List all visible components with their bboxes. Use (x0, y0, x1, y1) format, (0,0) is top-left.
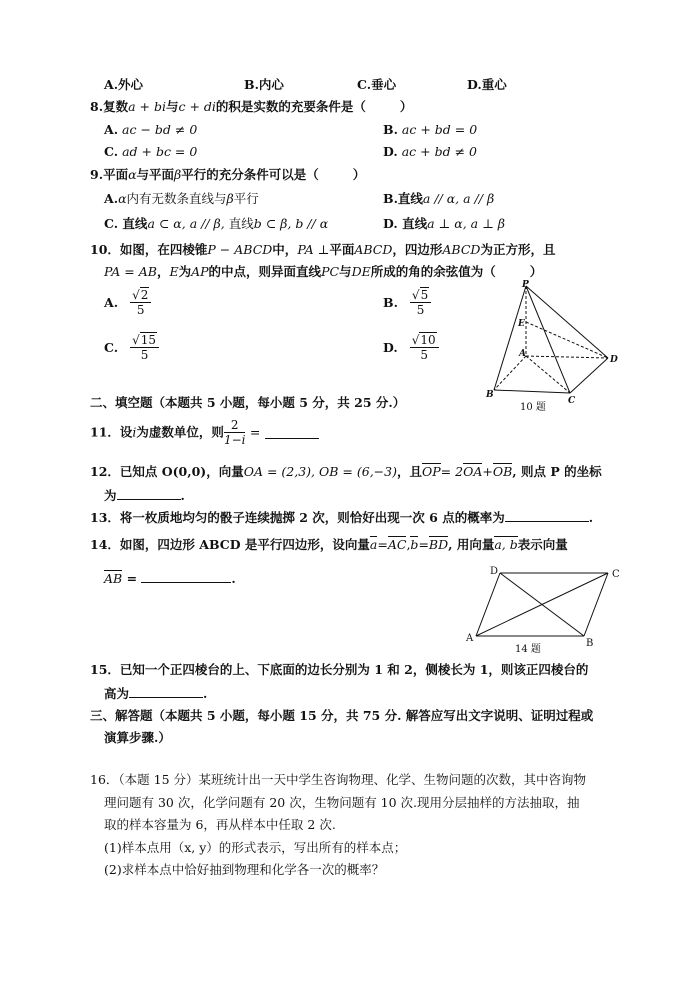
q8-stem (90, 99, 412, 115)
q7-option-c: C.垂心 (357, 77, 397, 92)
label-C: C (612, 569, 620, 580)
pyramid-figure (480, 278, 630, 418)
q9-stem: 9.平面α与平面β平行的充分条件可以是（ ） (90, 167, 366, 182)
q8-post: 的积是实数的充要条件是（ (215, 99, 366, 114)
diagonal-BD (500, 573, 584, 636)
q9-option-c: C. 直线a ⊂ α, a // β, 直线b ⊂ β, b // α (104, 216, 329, 231)
q16-part2: (2)求样本点中恰好抽到物理和化学各一次的概率？ (104, 862, 385, 877)
q15-answer-blank[interactable] (129, 685, 203, 698)
q13: 13．将一枚质地均匀的骰子连续抛掷 2 次，则恰好出现一次 6 点的概率为 . (90, 510, 594, 525)
q9-option-b: B.直线a // α, a // β (383, 191, 495, 206)
edge-PC (526, 286, 570, 393)
q8-z1: a + bi (128, 99, 166, 114)
q16-line3: 取的样本容量为 6，再从样本中任取 2 次. (104, 817, 336, 832)
label-B: B (486, 390, 494, 400)
q10-stem-line2: PA = AB，E为AP的中点，则异面直线PC与DE所成的角的余弦值为（ ） (104, 264, 543, 279)
edge-PD (526, 286, 608, 358)
q8-num: 8. (90, 99, 104, 114)
edge-AD (526, 356, 608, 358)
q15-line1: 15．已知一个正四棱台的上、下底面的边长分别为 1 和 2，侧棱长为 1，则该正四棱台的 (90, 662, 589, 677)
q8-option-c: C. ad + bc = 0 (104, 144, 198, 159)
figure-caption-14: 14 题 (515, 644, 541, 655)
q7-option-d: D.重心 (467, 77, 507, 92)
q8-option-a: A. ac − bd ≠ 0 (104, 122, 198, 137)
q8-z2: c + di (178, 99, 216, 114)
q12-line2: 为 . (104, 488, 185, 503)
q14-line2: AB = . (104, 571, 236, 586)
q16-line2: 理问题有 30 次，化学问题有 20 次，生物问题有 10 次.现用分层抽样的方法抽取，抽 (104, 795, 580, 810)
q7-option-b: B.内心 (244, 77, 284, 92)
label-E: E (518, 319, 525, 329)
section2-title: 二、填空题（本题共 5 小题，每小题 5 分，共 25 分.） (90, 395, 406, 410)
segment-ED (526, 322, 608, 358)
q10-option-d: D. $\frac{√10}{5}$ (383, 333, 439, 362)
q12-line1: 12．已知点 O(0,0)，向量OA = (2,3), OB = (6,−3)，且OP= 2OA+OB, 则点 P 的坐标 (90, 464, 602, 479)
q11-answer-blank[interactable] (265, 426, 319, 439)
label-A: A (519, 349, 526, 359)
label-A: A (466, 633, 474, 644)
q8-pre: 复数 (103, 99, 129, 114)
edge-BC (494, 390, 570, 393)
label-B: B (586, 638, 594, 649)
q13-answer-blank[interactable] (505, 509, 589, 522)
segment-AC (526, 356, 570, 393)
label-D: D (610, 355, 618, 365)
section3-title-line1: 三、解答题（本题共 5 小题，每小题 15 分，共 75 分. 解答应写出文字说明、证明过程或 (90, 708, 594, 723)
q10-option-a: A. $\frac{√2}{5}$ (104, 288, 151, 317)
q12-answer-blank[interactable] (117, 487, 181, 500)
parallelogram-figure (460, 563, 630, 658)
edge-PB (494, 286, 526, 390)
label-C: C (568, 396, 576, 406)
q16-line1: 16．（本题 15 分）某班统计出一天中学生咨询物理、化学、生物问题的次数，其中咨询物 (90, 772, 587, 787)
section3-title-line2: 演算步骤.） (104, 730, 171, 745)
q14-line1: 14．如图，四边形 ABCD 是平行四边形，设向量a=AC,b=BD, 用向量a, b表示向量 (90, 537, 568, 552)
label-D: D (490, 566, 499, 577)
q11: 11．设i为虚数单位，则 $\frac{2}{1-i}$ = (90, 418, 319, 447)
label-P: P (522, 280, 529, 290)
q10-option-c: C. $\frac{√15}{5}$ (104, 333, 159, 362)
q9-option-a: A.α内有无数条直线与β平行 (104, 191, 259, 206)
q15-line2: 高为 . (104, 686, 208, 701)
q8-mid: 与 (165, 99, 179, 114)
q9-option-d: D. 直线a ⊥ α, a ⊥ β (383, 216, 506, 231)
edge-CD (570, 358, 608, 393)
q10-option-b: B. $\frac{√5}{5}$ (383, 288, 431, 317)
q14-answer-blank[interactable] (141, 570, 231, 583)
figure-caption-10: 10 题 (520, 402, 546, 413)
q8-option-b: B. ac + bd = 0 (383, 122, 478, 137)
q10-stem-line1: 10．如图，在四棱锥P − ABCD中，PA ⊥平面ABCD，四边形ABCD为正方形，且 (90, 242, 556, 257)
q8-end: ） (399, 99, 413, 114)
q8-option-d: D. ac + bd ≠ 0 (383, 144, 477, 159)
q16-part1: (1)样本点用（x, y）的形式表示，写出所有的样本点； (104, 840, 407, 855)
q7-option-a: A.外心 (104, 77, 144, 92)
